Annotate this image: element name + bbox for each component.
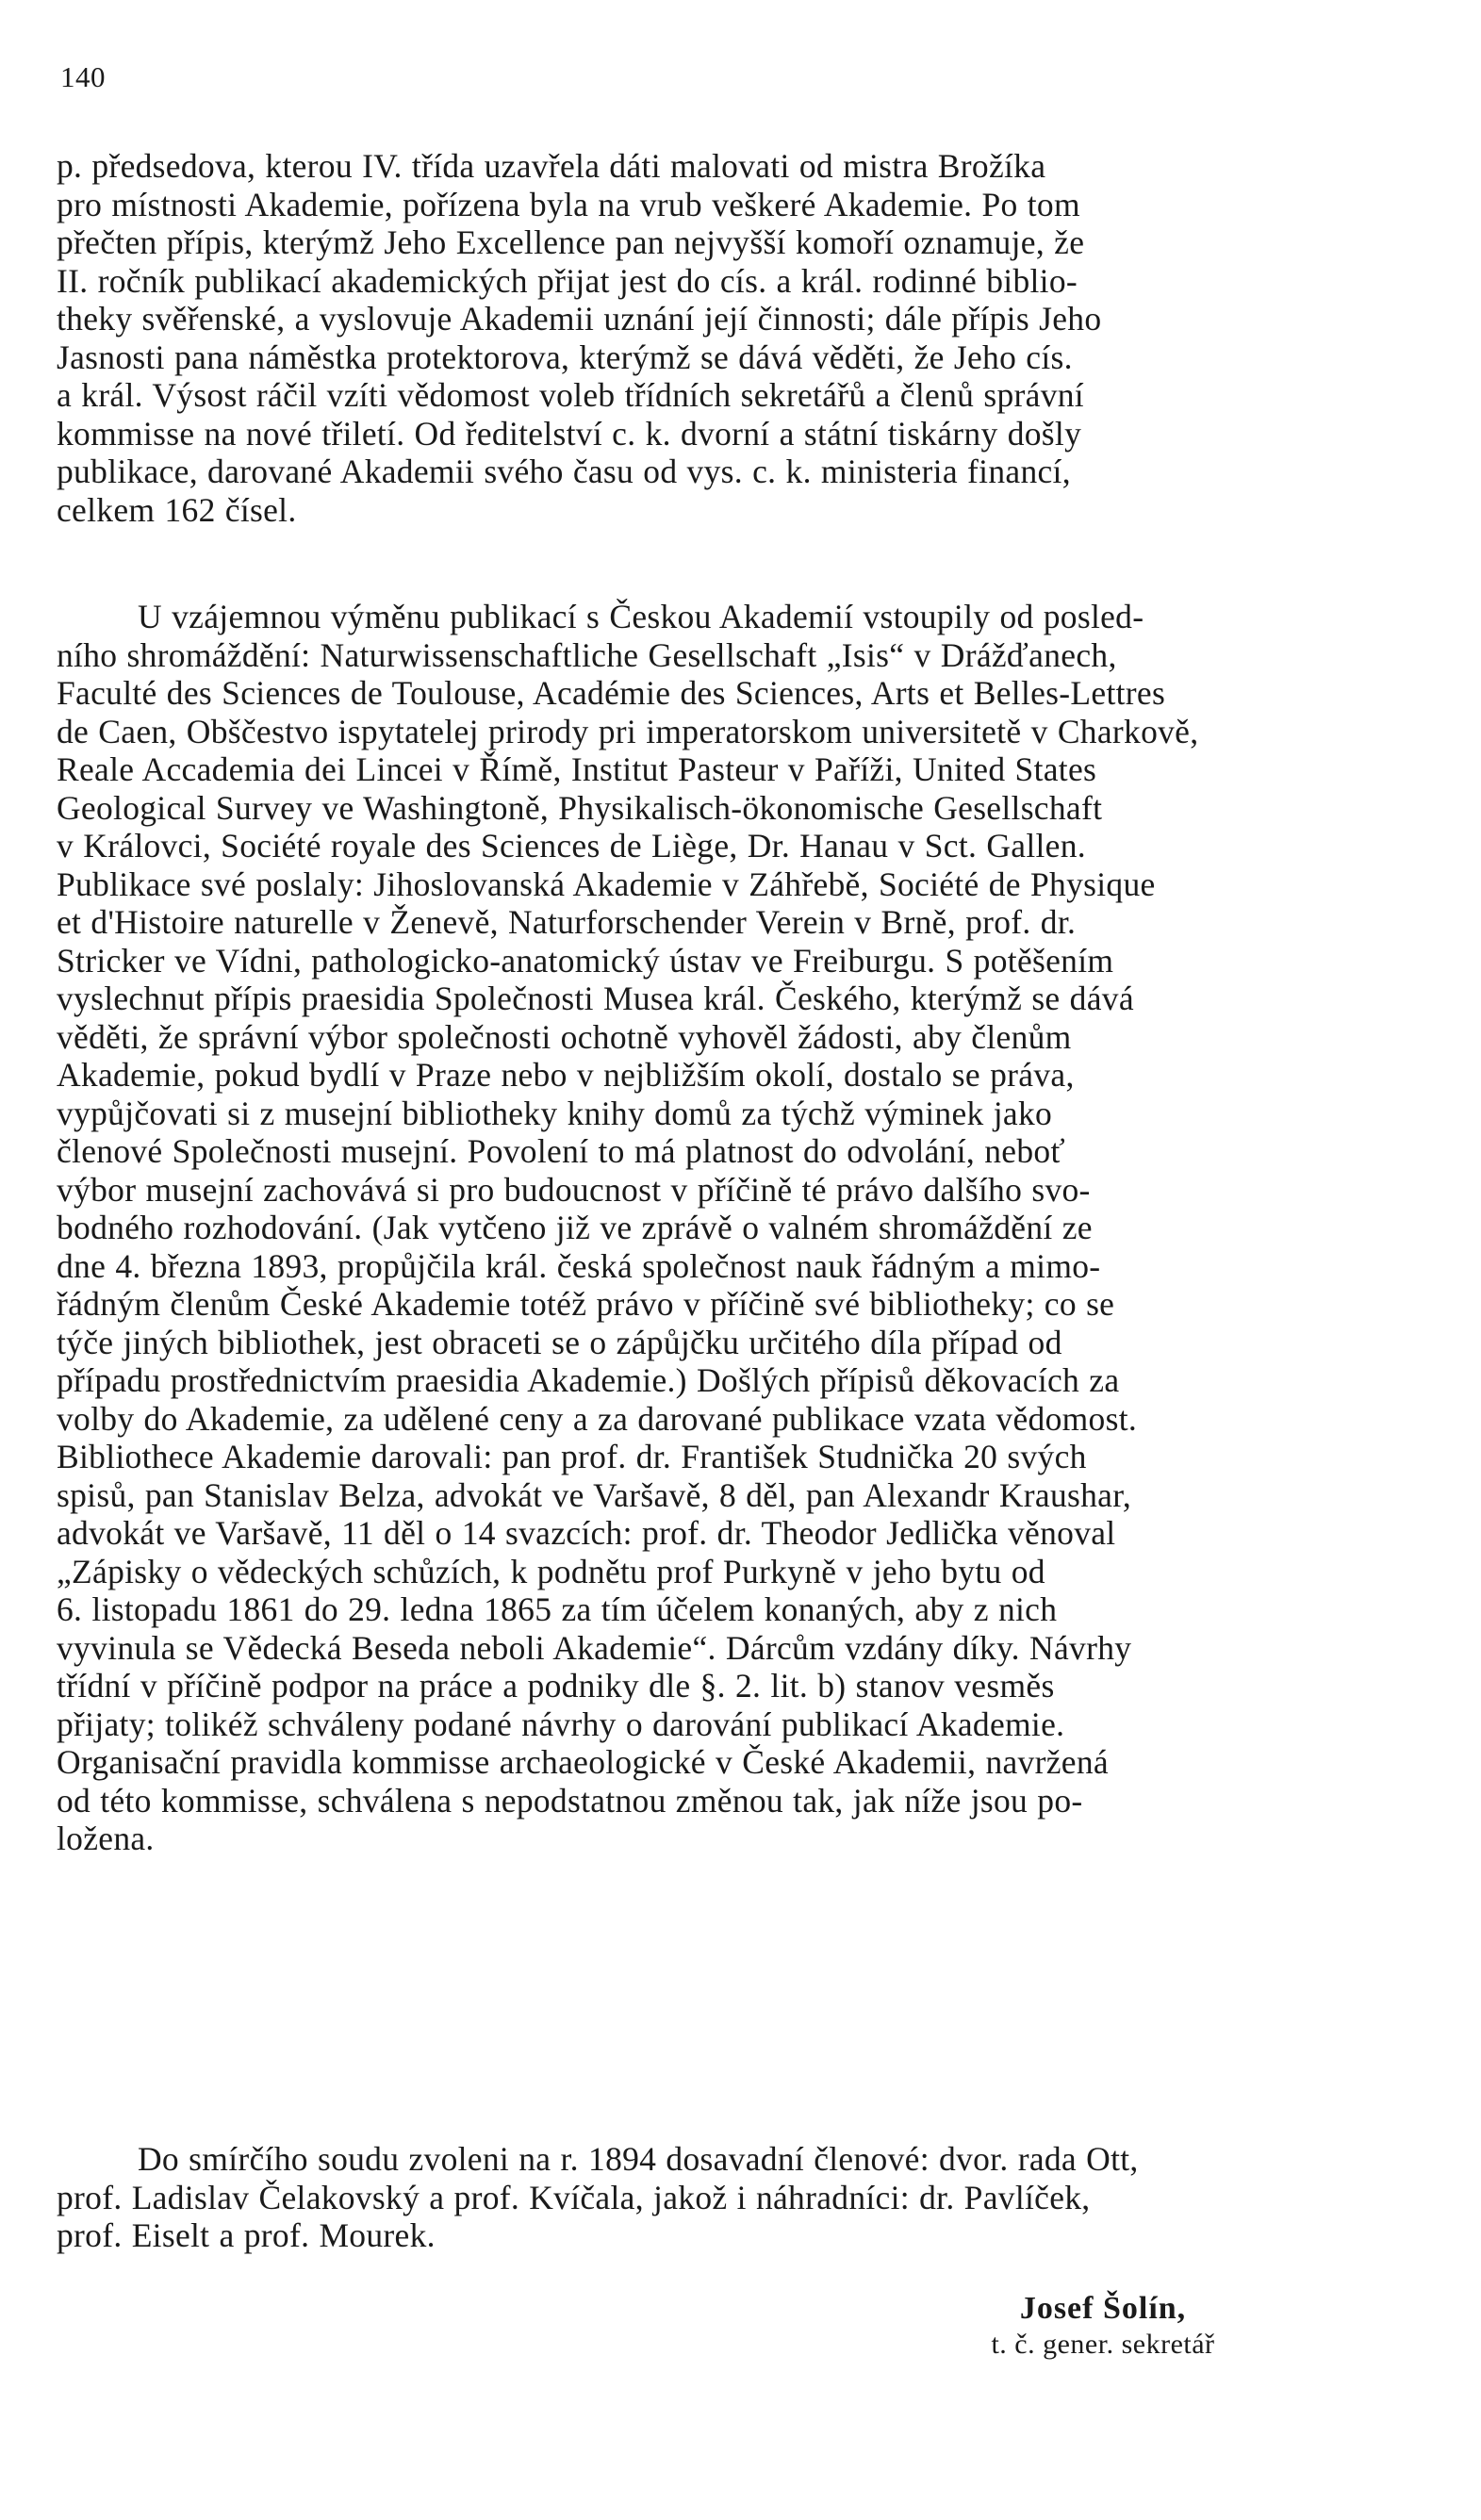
text-line: třídní v příčině podpor na práce a podniky dle §. 2. lit. b) stanov vesměs [57,1667,1055,1705]
text-line: kommisse na nové třiletí. Od ředitelství c. k. dvorní a státní tiskárny došly [57,414,1082,453]
text-line: „Zápisky o vědeckých schůzích, k podnětu prof Purkyně v jeho bytu od [57,1552,1045,1590]
text-line: Akademie, pokud bydlí v Praze nebo v nejbližším okolí, dostalo se práva, [57,1056,1075,1094]
text-line: Bibliothece Akademie darovali: pan prof. dr. František Studnička 20 svých [57,1438,1087,1475]
text-line: Jasnosti pana náměstka protektorova, kterýmž se dává věděti, že Jeho cís. [57,338,1073,376]
text-line: Faculté des Sciences de Toulouse, Académie des Sciences, Arts et Belles-Lettres [57,674,1166,712]
text-line: pro místnosti Akademie, pořízena byla na vrub veškeré Akademie. Po tom [57,185,1080,223]
text-line: prof. Ladislav Čelakovský a prof. Kvíčala, jakož i náhradníci: dr. Pavlíček, [57,2178,1091,2216]
text-line: od této kommisse, schválena s nepodstatnou změnou tak, jak níže jsou po- [57,1781,1083,1820]
text-line: výbor musejní zachovává si pro budoucnost v příčině té právo dalšího svo- [57,1170,1091,1209]
text-line: celkem 162 čísel. [57,490,297,529]
paragraph-2 [57,598,1405,1858]
text-line: volby do Akademie, za udělené ceny a za darované publikace vzata vědomost. [57,1399,1138,1438]
text-line: přijaty; tolikéž schváleny podané návrhy o darování publikací Akademie. [57,1705,1065,1743]
signature-name: Josef Šolín, [1019,2291,1187,2326]
text-line: II. ročník publikací akademických přijat jest do cís. a král. rodinné biblio- [57,261,1078,300]
signature-title: t. č. gener. sekretář [991,2329,1215,2360]
text-line: Organisační pravidla kommisse archaeologické v České Akademii, navržená [57,1743,1109,1781]
paragraph-3 [57,2140,1405,2255]
paragraph-1 [57,147,1405,529]
text-line: členové Společnosti musejní. Povolení to má platnost do odvolání, neboť [57,1132,1065,1170]
text-line: Stricker ve Vídni, pathologicko-anatomický ústav ve Freiburgu. S potěšením [57,941,1114,980]
text-line: publikace, darované Akademii svého času od vys. c. k. ministeria financí, [57,453,1071,490]
text-line: theky svěřenské, a vyslovuje Akademii uznání její činnosti; dále přípis Jeho [57,300,1102,338]
text-line: ního shromáždění: Naturwissenschaftliche Gesellschaft „Isis“ v Drážďanech, [57,635,1117,674]
text-line: et d'Histoire naturelle v Ženevě, Naturforschender Verein v Brně, prof. dr. [57,903,1077,941]
text-line: přečten přípis, kterýmž Jeho Excellence pan nejvyšší komoří oznamuje, že [57,223,1085,261]
text-line: věděti, že správní výbor společnosti ochotně vyhověl žádosti, aby členům [57,1017,1072,1056]
text-line: U vzájemnou výměnu publikací s Českou Akademií vstoupily od posled- [138,598,1144,635]
text-line: případu prostřednictvím praesidia Akademie.) Došlých přípisů děkovacích za [57,1361,1120,1399]
text-line: Do smírčího soudu zvoleni na r. 1894 dosavadní členové: dvor. rada Ott, [138,2140,1139,2178]
text-line: a král. Výsost ráčil vzíti vědomost voleb třídních sekretářů a členů správní [57,376,1084,414]
signature-block [905,2291,1301,2363]
text-line: Reale Accademia dei Lincei v Římě, Institut Pasteur v Paříži, United States [57,750,1097,788]
text-line: ložena. [57,1820,155,1857]
text-line: týče jiných bibliothek, jest obraceti se o zápůjčku určitého díla případ od [57,1323,1062,1361]
text-line: 6. listopadu 1861 do 29. ledna 1865 za tím účelem konaných, aby z nich [57,1590,1058,1628]
text-line: dne 4. března 1893, propůjčila král. česká společnost nauk řádným a mimo- [57,1246,1101,1285]
text-line: prof. Eiselt a prof. Mourek. [57,2216,436,2254]
text-line: advokát ve Varšavě, 11 děl o 14 svazcích: prof. dr. Theodor Jedlička věnoval [57,1514,1116,1552]
text-line: p. předsedova, kterou IV. třída uzavřela dáti malovati od mistra Brožíka [57,147,1046,185]
text-line: vypůjčovati si z musejní bibliotheky knihy domů za týchž výminek jako [57,1094,1053,1132]
text-line: Publikace své poslaly: Jihoslovanská Akademie v Záhřebě, Société de Physique [57,865,1156,903]
text-line: řádným členům České Akademie totéž právo v příčině své bibliotheky; co se [57,1285,1115,1323]
text-line: bodného rozhodování. (Jak vytčeno již ve zprávě o valném shromáždění ze [57,1209,1093,1246]
text-line: vyvinula se Vědecká Beseda neboli Akademie“. Dárcům vzdány díky. Návrhy [57,1628,1132,1667]
text-line: v Královci, Société royale des Sciences de Liège, Dr. Hanau v Sct. Gallen. [57,827,1086,865]
text-line: vyslechnut přípis praesidia Společnosti Musea král. Českého, kterýmž se dává [57,980,1134,1017]
page-number: 140 [60,60,106,93]
text-line: spisů, pan Stanislav Belza, advokát ve Varšavě, 8 děl, pan Alexandr Kraushar, [57,1475,1132,1514]
text-line: Geological Survey ve Washingtoně, Physikalisch-ökonomische Gesellschaft [57,788,1103,827]
text-line: de Caen, Obščestvo ispytatelej prirody pri imperatorskom universitetě v Charkově, [57,712,1199,750]
